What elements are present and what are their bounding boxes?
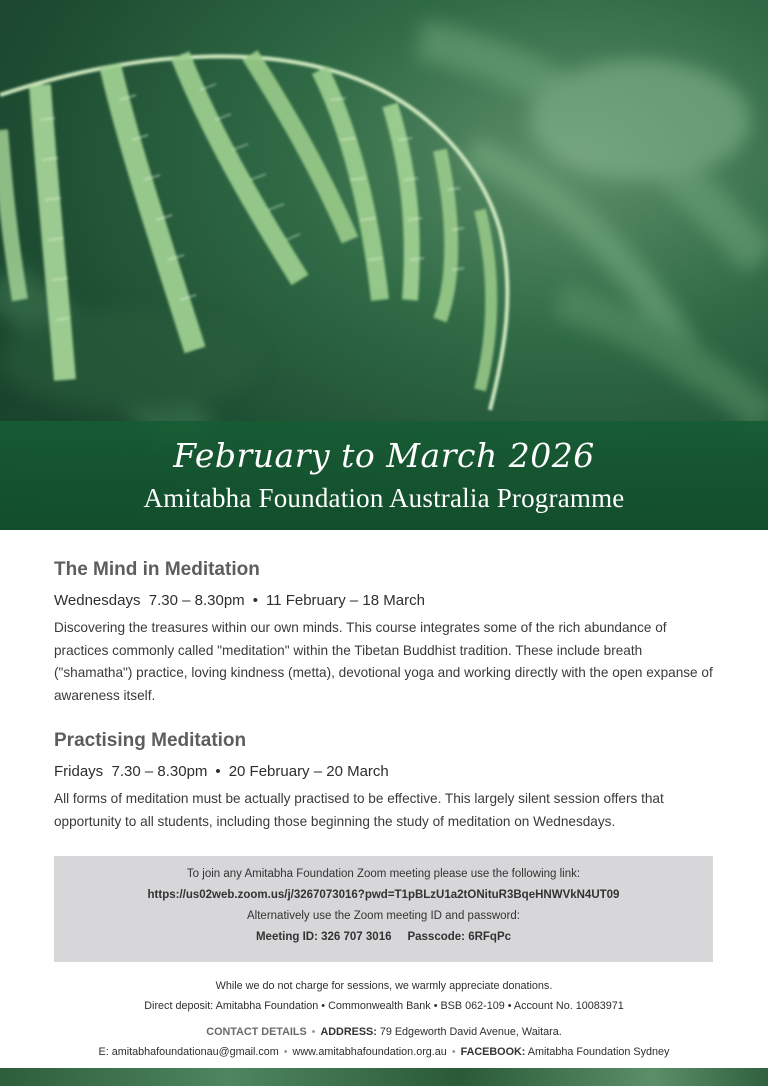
- bullet-separator: •: [215, 763, 221, 780]
- bullet-separator: •: [311, 1026, 316, 1038]
- footer: [0, 976, 768, 1062]
- zoom-credentials: [54, 927, 713, 948]
- contact-label: CONTACT DETAILS: [206, 1026, 307, 1038]
- address-label: ADDRESS:: [320, 1026, 377, 1038]
- course-title: Practising Meditation: [54, 730, 247, 751]
- course-schedule: [54, 591, 714, 611]
- course-title: The Mind in Meditation: [54, 559, 260, 580]
- zoom-passcode: Passcode: 6RFqPc: [407, 931, 512, 943]
- zoom-meeting-id: Meeting ID: 326 707 3016: [255, 931, 392, 943]
- deposit-details: Direct deposit: Amitabha Foundation • Commonwealth Bank • BSB 062-109 • Account No. 10083971: [144, 1000, 624, 1012]
- course-dates: 11 February – 18 March: [265, 592, 425, 609]
- zoom-info-box: [54, 856, 713, 962]
- course-description: All forms of meditation must be actually practised to be effective. This largely silent session offers that opportunity to all students, including those beginning the study of meditation on Wednesdays.: [54, 791, 664, 829]
- course-schedule: [54, 762, 714, 782]
- hero-image: [0, 0, 768, 530]
- course-description: Discovering the treasures within our own minds. This course integrates some of the rich abundance of practices commonly called "meditation" within the Tibetan Buddhist tradition. These include breath ("shamatha") practice, loving kindness (metta), devotional yoga and working directly with the open expanse of awareness itself.: [54, 620, 713, 703]
- title-band: [0, 421, 768, 530]
- programme-title: Amitabha Foundation Australia Programme: [143, 483, 625, 513]
- donations-note: While we do not charge for sessions, we warmly appreciate donations.: [215, 980, 553, 992]
- bullet-separator: •: [451, 1046, 456, 1058]
- bullet-separator: •: [252, 592, 258, 609]
- bullet-separator: •: [283, 1046, 288, 1058]
- facebook-link[interactable]: Amitabha Foundation Sydney: [527, 1046, 670, 1058]
- course-mind-in-meditation: [54, 558, 714, 707]
- course-practising-meditation: [54, 729, 714, 833]
- date-range-heading: February to March 2026: [173, 436, 595, 475]
- website-link[interactable]: www.amitabhafoundation.org.au: [292, 1046, 447, 1058]
- course-day-time: Wednesdays 7.30 – 8.30pm: [54, 592, 245, 609]
- zoom-alt-text: Alternatively use the Zoom meeting ID and password:: [247, 910, 520, 922]
- zoom-link[interactable]: https://us02web.zoom.us/j/3267073016?pwd=T1pBLzU1a2tONituR3BqeHNWVkN4UT09: [147, 889, 620, 901]
- contact-line: [0, 1022, 768, 1042]
- address-value: 79 Edgeworth David Avenue, Waitara.: [379, 1026, 562, 1038]
- course-day-time: Fridays 7.30 – 8.30pm: [54, 763, 208, 780]
- courses-section: [54, 558, 714, 833]
- zoom-intro: To join any Amitabha Foundation Zoom meeting please use the following link:: [186, 868, 581, 880]
- bottom-fern-strip: [0, 1068, 768, 1086]
- facebook-label: FACEBOOK:: [460, 1046, 526, 1058]
- contact-links-line: [0, 1042, 768, 1062]
- email-link[interactable]: E: amitabhafoundationau@gmail.com: [98, 1046, 279, 1058]
- course-dates: 20 February – 20 March: [228, 763, 389, 780]
